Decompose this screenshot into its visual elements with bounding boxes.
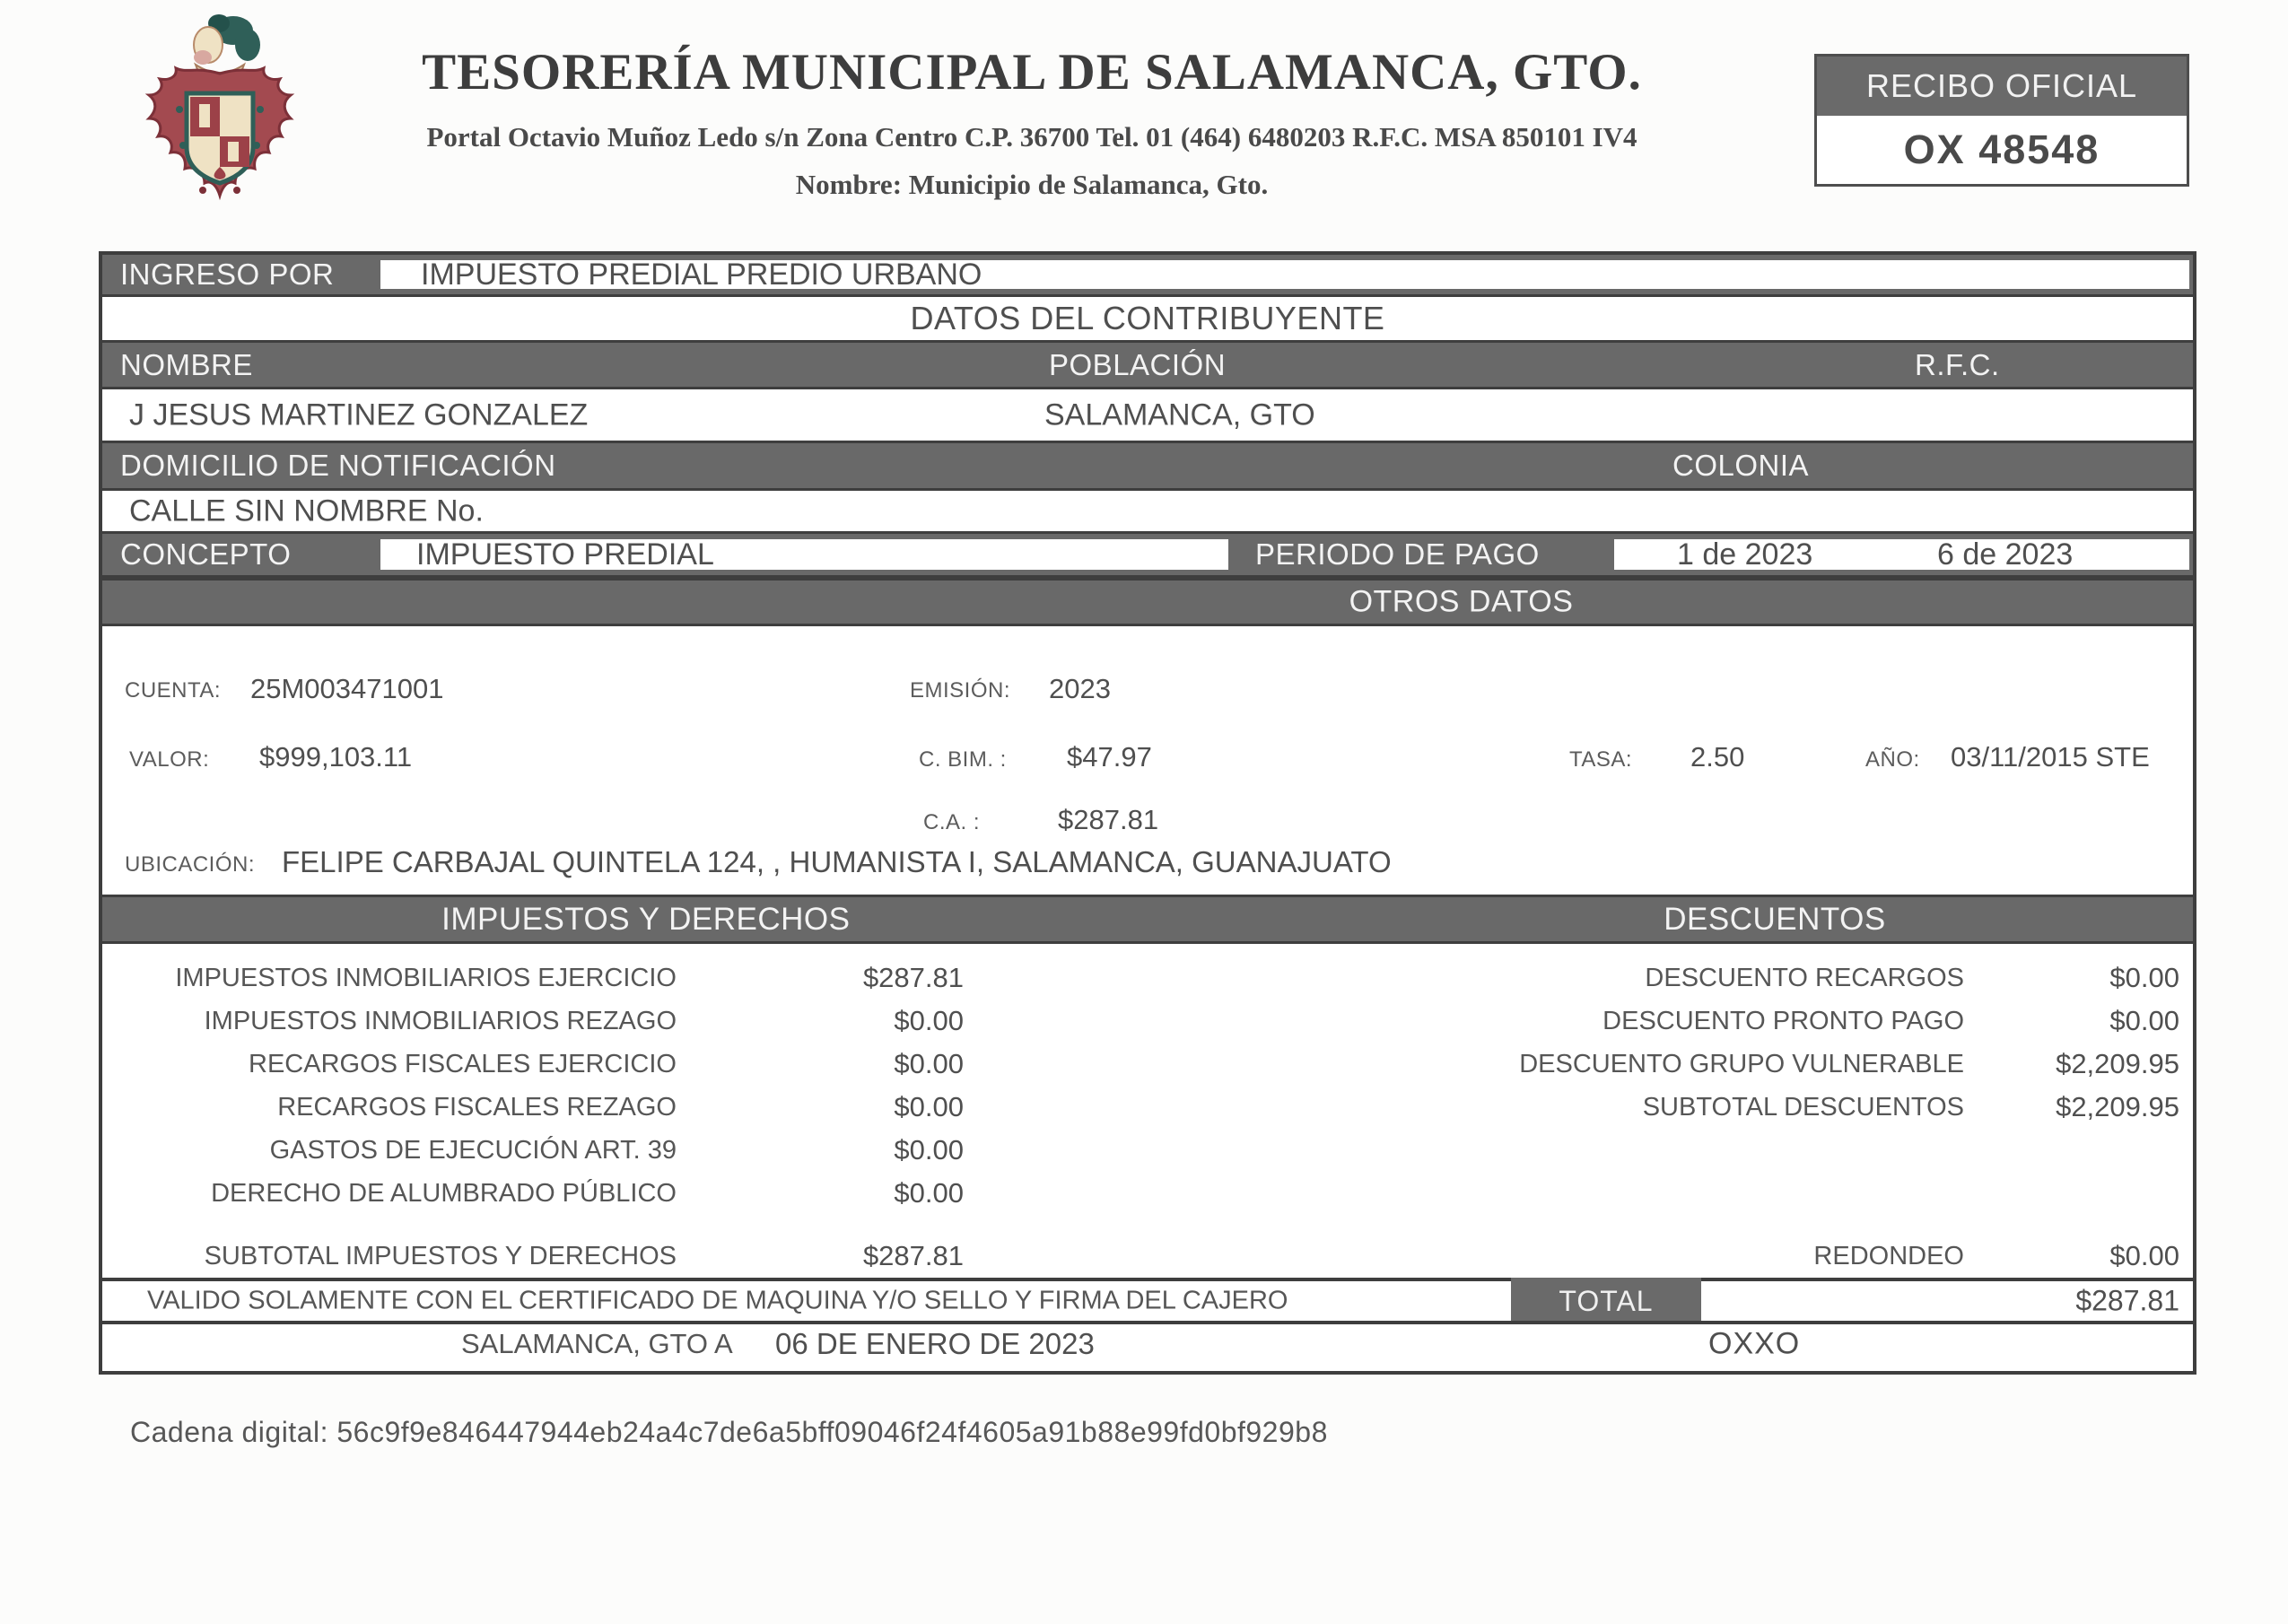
item-label: IMPUESTOS INMOBILIARIOS REZAGO: [204, 1006, 677, 1035]
ca-value: $287.81: [1058, 804, 1159, 835]
descuentos-item-row: [1390, 956, 2179, 1000]
impuestos-item-row: [102, 1235, 964, 1278]
emision-value: 2023: [1049, 673, 1111, 704]
municipal-coat-of-arms-icon: [133, 11, 308, 213]
colonia-label: COLONIA: [1672, 449, 1810, 482]
emision-label: EMISIÓN:: [910, 678, 1011, 703]
header-address: Portal Octavio Muñoz Ledo s/n Zona Centro C.P. 36700 Tel. 01 (464) 6480203 R.F.C. MSA 850101 IV4: [426, 121, 1637, 153]
concepto-value: IMPUESTO PREDIAL: [416, 537, 714, 572]
item-label: DESCUENTO RECARGOS: [1645, 963, 1964, 992]
total-row: [102, 1278, 2193, 1321]
item-amount: $0.00: [894, 1091, 964, 1122]
section-title-contribuyente: [102, 297, 2193, 340]
impuestos-items: [102, 944, 964, 1278]
rfc-label: R.F.C.: [1915, 347, 2000, 381]
item-label: DERECHO DE ALUMBRADO PÚBLICO: [211, 1178, 677, 1208]
item-label: RECARGOS FISCALES REZAGO: [277, 1092, 677, 1122]
item-amount: $2,209.95: [2056, 1091, 2179, 1122]
redondeo-amount: $0.00: [2109, 1240, 2179, 1271]
impuestos-item-row: [102, 1000, 964, 1043]
valido-text: VALIDO SOLAMENTE CON EL CERTIFICADO DE MAQUINA Y/O SELLO Y FIRMA DEL CAJERO: [147, 1286, 1288, 1315]
periodo-desde: 1 de 2023: [1677, 537, 1813, 572]
descuentos-item-row: [1390, 1086, 2179, 1129]
contribuyente-values-row: [102, 389, 2193, 441]
nombre-value: J JESUS MARTINEZ GONZALEZ: [129, 397, 589, 432]
page-title: TESORERÍA MUNICIPAL DE SALAMANCA, GTO.: [422, 44, 1642, 100]
cuenta-label: CUENTA:: [125, 678, 222, 703]
item-amount: $0.00: [2109, 962, 2179, 993]
item-amount: $0.00: [894, 1048, 964, 1079]
fecha-text: 06 DE ENERO DE 2023: [775, 1327, 1095, 1360]
otros-datos-title: OTROS DATOS: [1349, 584, 1574, 619]
tasa-label: TASA:: [1569, 747, 1633, 772]
ubicacion-label: UBICACIÓN:: [125, 852, 256, 877]
redondeo-label: REDONDEO: [1813, 1241, 1964, 1270]
domicilio-label: DOMICILIO DE NOTIFICACIÓN: [120, 449, 556, 482]
domicilio-header-row: [102, 441, 2193, 491]
valor-label: VALOR:: [129, 747, 210, 772]
total-label: TOTAL: [1559, 1284, 1654, 1317]
ca-label: C.A. :: [923, 810, 981, 834]
ingreso-por-value: IMPUESTO PREDIAL PREDIO URBANO: [421, 257, 982, 292]
descuentos-items: [1390, 944, 2179, 1278]
item-label: IMPUESTOS INMOBILIARIOS EJERCICIO: [175, 963, 677, 992]
sections-band: [102, 895, 2193, 944]
official-receipt-box: [1814, 54, 2189, 187]
poblacion-value: SALAMANCA, GTO: [1044, 397, 1315, 432]
cuenta-value: 25M003471001: [250, 673, 444, 704]
header-name-line: Nombre: Municipio de Salamanca, Gto.: [795, 169, 1269, 200]
concepto-row: [102, 531, 2193, 578]
otros-datos-section: [102, 626, 2193, 895]
contribuyente-title: DATOS DEL CONTRIBUYENTE: [910, 300, 1385, 336]
cajero-text: OXXO: [1708, 1326, 1801, 1361]
lugar-text: SALAMANCA, GTO A: [461, 1328, 733, 1359]
domicilio-values-row: [102, 491, 2193, 531]
total-amount: $287.81: [2075, 1284, 2179, 1317]
impuestos-item-row: [102, 1043, 964, 1086]
nombre-label: NOMBRE: [120, 347, 253, 381]
item-amount: $0.00: [2109, 1005, 2179, 1036]
domicilio-value: CALLE SIN NOMBRE No.: [129, 493, 484, 528]
impuestos-item-row: [102, 1129, 964, 1172]
impuestos-title: IMPUESTOS Y DERECHOS: [441, 901, 851, 937]
item-label: GASTOS DE EJECUCIÓN ART. 39: [269, 1135, 677, 1165]
receipt-box-label: RECIBO OFICIAL: [1817, 57, 2187, 116]
item-label: RECARGOS FISCALES EJERCICIO: [249, 1049, 677, 1078]
fecha-row: [102, 1321, 2193, 1364]
item-amount: $0.00: [894, 1134, 964, 1166]
impuestos-item-row: [102, 1172, 964, 1215]
ingreso-por-row: [102, 255, 2193, 297]
periodo-hasta: 6 de 2023: [1937, 537, 2074, 572]
descuentos-item-row: [1390, 1043, 2179, 1086]
receipt-number: OX 48548: [1903, 127, 2100, 172]
ingreso-por-value-box: [380, 257, 2189, 292]
item-label: DESCUENTO PRONTO PAGO: [1602, 1006, 1964, 1035]
ubicacion-value: FELIPE CARBAJAL QUINTELA 124, , HUMANISTA I, SALAMANCA, GUANAJUATO: [282, 845, 1392, 878]
impuestos-item-row: [102, 956, 964, 1000]
total-box: [1511, 1278, 1701, 1324]
periodo-pago-label: PERIODO DE PAGO: [1255, 537, 1540, 571]
concepto-label: CONCEPTO: [120, 537, 292, 571]
poblacion-label: POBLACIÓN: [1049, 347, 1227, 381]
cbim-label: C. BIM. :: [919, 747, 1007, 772]
descuentos-item-row: [1390, 1000, 2179, 1043]
item-amount: $0.00: [894, 1005, 964, 1036]
impuestos-item-row: [102, 1086, 964, 1129]
anio-value: 03/11/2015 STE: [1951, 741, 2150, 773]
item-label: SUBTOTAL DESCUENTOS: [1642, 1092, 1964, 1122]
contribuyente-header-row: [102, 340, 2193, 389]
item-amount: $287.81: [862, 962, 964, 993]
tasa-value: 2.50: [1690, 741, 1745, 773]
valor-value: $999,103.11: [259, 741, 413, 773]
anio-label: AÑO:: [1865, 747, 1920, 772]
descuentos-rows: [1390, 956, 2179, 1129]
items-section: [102, 944, 2193, 1278]
item-amount: $0.00: [894, 1177, 964, 1209]
otros-datos-band: [102, 578, 2193, 626]
ingreso-por-label: INGRESO POR: [120, 258, 335, 291]
receipt-table: [99, 251, 2196, 1375]
item-label: DESCUENTO GRUPO VULNERABLE: [1519, 1049, 1964, 1078]
redondeo-row: [1390, 1235, 2179, 1278]
item-amount: $287.81: [862, 1240, 964, 1271]
item-label: SUBTOTAL IMPUESTOS Y DERECHOS: [204, 1241, 677, 1270]
cbim-value: $47.97: [1067, 741, 1152, 773]
concepto-value-box: [380, 539, 1228, 570]
periodo-pago-box: [1614, 539, 2189, 570]
descuentos-title: DESCUENTOS: [1664, 901, 1886, 937]
cadena-digital: Cadena digital: 56c9f9e846447944eb24a4c7de6a5bff09046f24f4605a91b88e99fd0bf929b8: [130, 1416, 1328, 1448]
item-amount: $2,209.95: [2056, 1048, 2179, 1079]
